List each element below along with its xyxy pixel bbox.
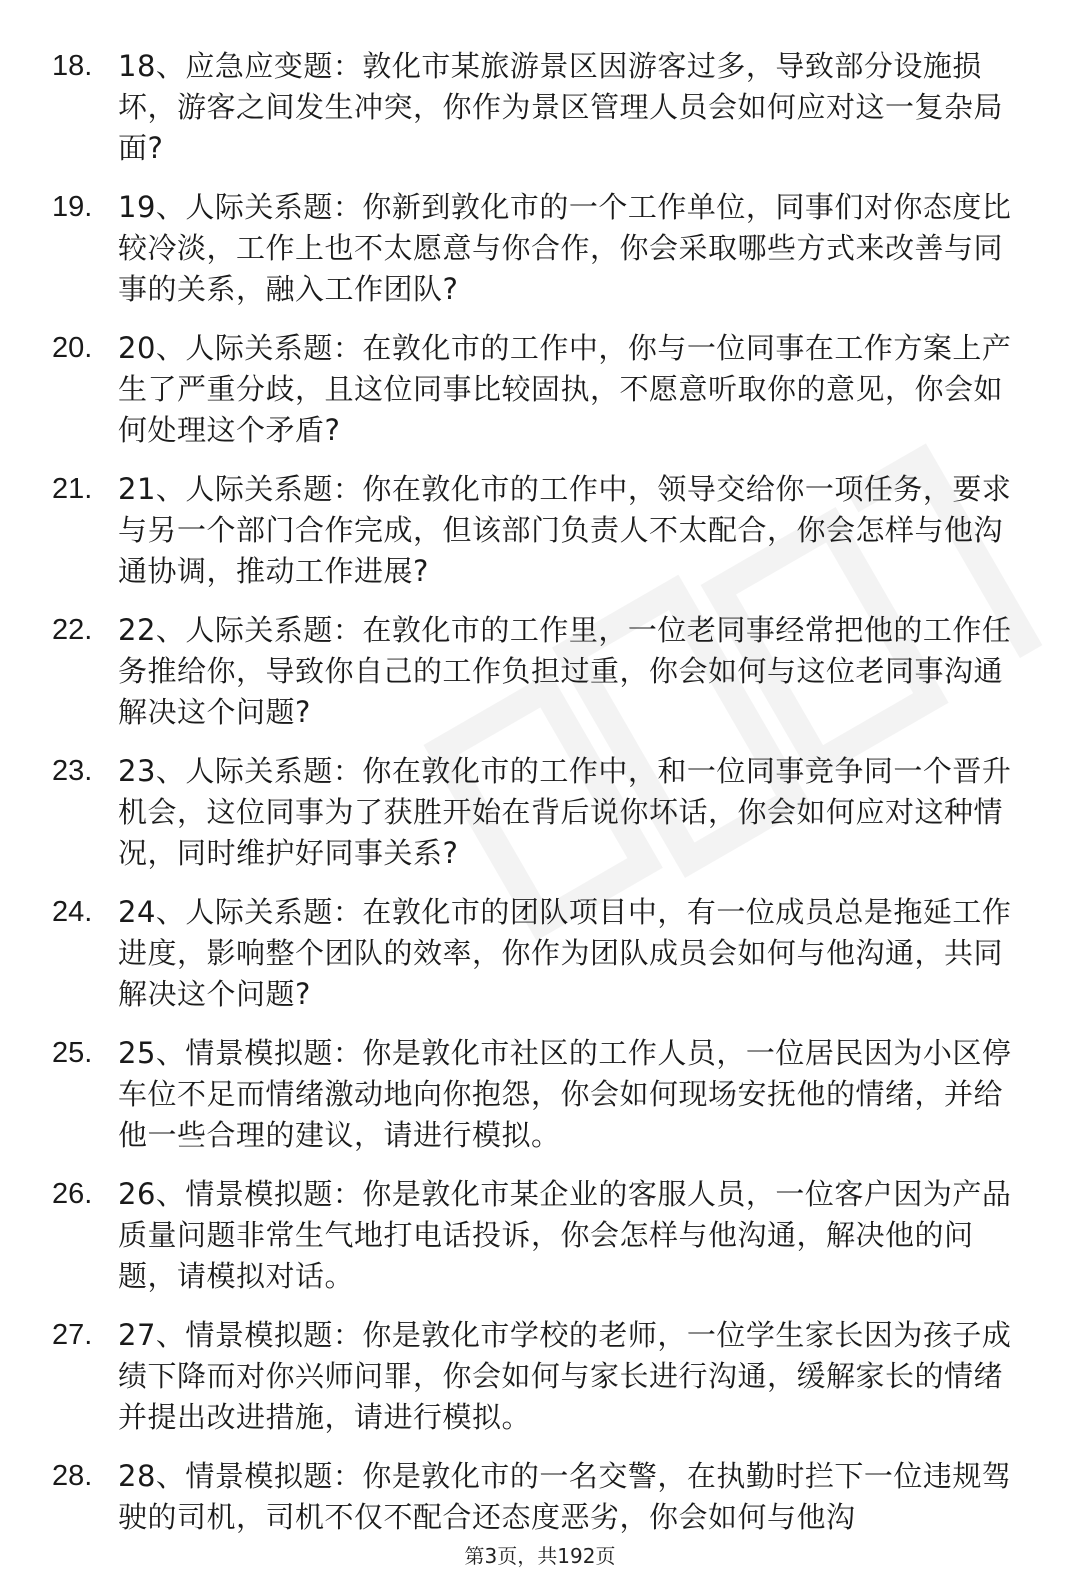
question-number: 27. bbox=[52, 1319, 93, 1351]
question-item-23 bbox=[52, 751, 1032, 874]
question-text: 27、情景模拟题：你是敦化市学校的老师，一位学生家长因为孩子成绩下降而对你兴师问罪，你会如何与家长进行沟通，缓解家长的情绪并提出改进措施，请进行模拟。 bbox=[118, 1318, 1012, 1434]
question-item-25 bbox=[52, 1033, 1032, 1156]
question-text: 28、情景模拟题：你是敦化市的一名交警，在执勤时拦下一位违规驾驶的司机，司机不仅不配合还态度恶劣，你会如何与他沟 bbox=[118, 1459, 1012, 1534]
question-number: 28. bbox=[52, 1460, 93, 1492]
question-text: 19、人际关系题：你新到敦化市的一个工作单位，同事们对你态度比较冷淡，工作上也不太愿意与你合作，你会采取哪些方式来改善与同事的关系，融入工作团队? bbox=[118, 190, 1012, 306]
question-item-22 bbox=[52, 610, 1032, 733]
question-item-28 bbox=[52, 1456, 1032, 1538]
question-text: 26、情景模拟题：你是敦化市某企业的客服人员，一位客户因为产品质量问题非常生气地打电话投诉，你会怎样与他沟通，解决他的问题，请模拟对话。 bbox=[118, 1177, 1012, 1293]
question-text: 25、情景模拟题：你是敦化市社区的工作人员，一位居民因为小区停车位不足而情绪激动地向你抱怨，你会如何现场安抚他的情绪，并给他一些合理的建议，请进行模拟。 bbox=[118, 1036, 1012, 1152]
question-item-18 bbox=[52, 46, 1032, 169]
question-number: 25. bbox=[52, 1037, 93, 1069]
question-number: 23. bbox=[52, 755, 93, 787]
question-number: 24. bbox=[52, 896, 93, 928]
question-number: 18. bbox=[52, 50, 93, 82]
question-number: 20. bbox=[52, 332, 93, 364]
question-item-26 bbox=[52, 1174, 1032, 1297]
question-text: 22、人际关系题：在敦化市的工作里，一位老同事经常把他的工作任务推给你，导致你自己的工作负担过重，你会如何与这位老同事沟通解决这个问题? bbox=[118, 613, 1012, 729]
question-item-24 bbox=[52, 892, 1032, 1015]
question-text: 18、应急应变题：敦化市某旅游景区因游客过多，导致部分设施损坏，游客之间发生冲突，你作为景区管理人员会如何应对这一复杂局面? bbox=[118, 49, 1004, 165]
question-number: 19. bbox=[52, 191, 93, 223]
question-number: 21. bbox=[52, 473, 93, 505]
question-number: 26. bbox=[52, 1178, 93, 1210]
question-text: 20、人际关系题：在敦化市的工作中，你与一位同事在工作方案上产生了严重分歧，且这位同事比较固执，不愿意听取你的意见，你会如何处理这个矛盾? bbox=[118, 331, 1012, 447]
page-footer: 第3页，共192页 bbox=[464, 1544, 616, 1568]
question-number: 22. bbox=[52, 614, 93, 646]
question-item-21 bbox=[52, 469, 1032, 592]
question-item-20 bbox=[52, 328, 1032, 451]
question-list bbox=[52, 46, 1032, 1556]
question-text: 23、人际关系题：你在敦化市的工作中，和一位同事竞争同一个晋升机会，这位同事为了获胜开始在背后说你坏话，你会如何应对这种情况，同时维护好同事关系? bbox=[118, 754, 1012, 870]
question-item-19 bbox=[52, 187, 1032, 310]
question-text: 24、人际关系题：在敦化市的团队项目中，有一位成员总是拖延工作进度，影响整个团队的效率，你作为团队成员会如何与他沟通，共同解决这个问题? bbox=[118, 895, 1012, 1011]
question-item-27 bbox=[52, 1315, 1032, 1438]
question-text: 21、人际关系题：你在敦化市的工作中，领导交给你一项任务，要求与另一个部门合作完成，但该部门负责人不太配合，你会怎样与他沟通协调，推动工作进展? bbox=[118, 472, 1012, 588]
